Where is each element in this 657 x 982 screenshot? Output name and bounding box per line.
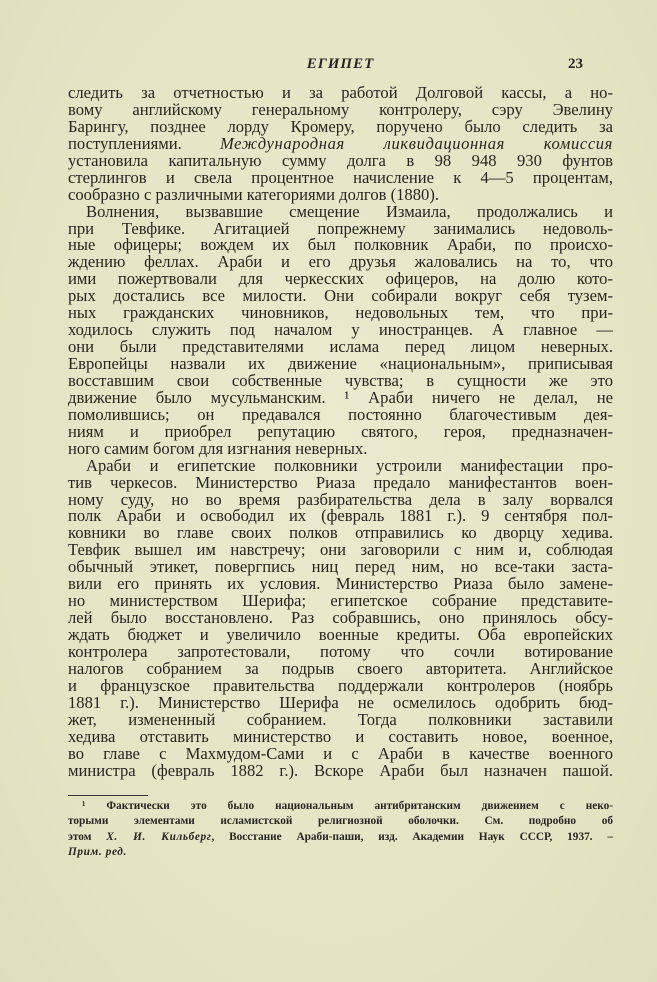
line-text: , Восстание Араби-паши, изд. Академии Наук СССР, 1937. –: [211, 830, 613, 843]
text-line: жет, измененный собранием. Тогда полковники заставили: [68, 709, 613, 729]
text-line: ждению феллах. Араби и его друзья жаловались на то, что: [68, 252, 613, 272]
text-line: вому английскому генеральному контролеру, сэру Эвелину: [68, 99, 613, 119]
text-line: налогов собранием за подрыв своего авторитета. Английское: [68, 658, 613, 678]
paragraph: [68, 455, 613, 780]
text-line: Европейцы назвали их движение «национальным», приписывая: [68, 354, 613, 373]
text-line: ному суду, но во время разбирательства дела в залу ворвался: [68, 489, 613, 509]
text-line: ходилось служить под началом у иностранцев. А главное —: [68, 320, 613, 340]
text-line: при Тевфике. Агитацией попрежнему занимались недоволь-: [68, 218, 613, 238]
text-line: Волнения, вызвавшие смещение Измаила, продолжались и: [86, 201, 613, 221]
text-line: [68, 830, 613, 845]
italic-text: Прим. ред.: [68, 846, 127, 859]
text-line: Араби и египетские полковники устроили манифестации про-: [86, 455, 613, 475]
italic-text: Международная ликвидационная комиссия: [219, 133, 613, 153]
text-line: установила капитальную сумму долга в 98 948 930 фунтов: [68, 150, 613, 170]
text-line: восставшим свои собственные чувства; в сущности же это: [68, 370, 613, 390]
text-line: ные офицеры; вождем их был полковник Араби, по происхо-: [68, 235, 613, 255]
text-line: обычный этикет, повергпись ниц перед ним, но все-таки заста-: [68, 557, 613, 577]
footnote-separator: [68, 795, 148, 796]
line-text: поступлениями.: [68, 133, 220, 153]
text-line: следить за отчетностью и за работой Долговой кассы, а но-: [68, 83, 613, 102]
text-line: торыми элементами исламистской религиозной оболочки. См. подробно об: [68, 815, 613, 828]
footnote: [68, 799, 613, 861]
text-line: они были представителями ислама перед лицом неверных.: [68, 337, 613, 357]
text-line: движение было мусульманским. ¹ Араби ничего не делал, не: [68, 387, 613, 407]
chapter-title: ЕГИПЕТ: [306, 56, 375, 72]
running-head: [68, 56, 613, 76]
text-line: ного самим богом для изгнания неверных.: [68, 438, 368, 458]
text-line: министра (февраль 1882 г.). Вскоре Араби был назначен пашой.: [68, 760, 613, 780]
text-line: ими пожертвовали для черкесских офицеров, на долю кото-: [68, 269, 613, 289]
text-line: Тевфик вышел им навстречу; они заговорили с ним и, соблюдая: [68, 540, 613, 560]
text-line: ковники во главе своих полков отправились ко дворцу хедива.: [68, 523, 613, 543]
text-line: ниям и приобрел репутацию святого, героя, предназначен-: [68, 421, 613, 441]
text-line: тив черкесов. Министерство Риаза предало манифестантов воен-: [68, 472, 613, 492]
page-number: 23: [568, 56, 583, 72]
text-line: [68, 845, 613, 860]
text-line: помолившись; он предавался постоянно благочестивым дея-: [68, 404, 613, 424]
text-line: контролера запротестовали, потому что сочли вотирование: [68, 641, 613, 661]
paragraph: [68, 201, 613, 458]
text-line: ¹ Фактически это было национальным антибританским движением с неко-: [82, 800, 613, 812]
text-line: ных гражданских чиновников, недовольных тем, что при-: [68, 303, 613, 323]
text-line: во главе с Махмудом-Сами и с Араби в качестве военного: [68, 743, 613, 763]
text-line: рых достались все милости. Они собирали вокруг себя тузем-: [68, 286, 613, 306]
text-line: ждать бюджет и увеличило военные кредиты. Оба европейских: [68, 625, 613, 644]
text-line: но министерством Шерифа; египетское собрание представите-: [68, 591, 613, 611]
text-line: хедива отставить министерство и составить новое, военное,: [68, 726, 613, 746]
text-line: вили его принять их условия. Министерство Риаза было замене-: [68, 574, 613, 594]
text-line: Барингу, позднее лорду Кромеру, поручено было следить за: [68, 116, 613, 136]
text-line: лей было восстановлено. Раз собравшись, оно принялось обсу-: [68, 608, 613, 628]
text-line: сообразно с различными категориями долгов (1880).: [68, 184, 439, 204]
line-text: этом: [68, 830, 107, 843]
italic-text: Х. И. Кильберг: [106, 830, 212, 843]
text-line: и французское правительства поддержали контролеров (ноябрь: [68, 675, 613, 695]
text-line: 1881 г.). Министерство Шерифа не осмелилось одобрить бюд-: [68, 692, 613, 712]
text-line: полк Араби и освободил их (февраль 1881 г.). 9 сентября пол-: [68, 506, 613, 526]
paragraph: [68, 85, 613, 204]
text-line: стерлингов и свела процентное начисление к 4—5 процентам,: [68, 167, 613, 187]
main-text: [68, 85, 613, 779]
